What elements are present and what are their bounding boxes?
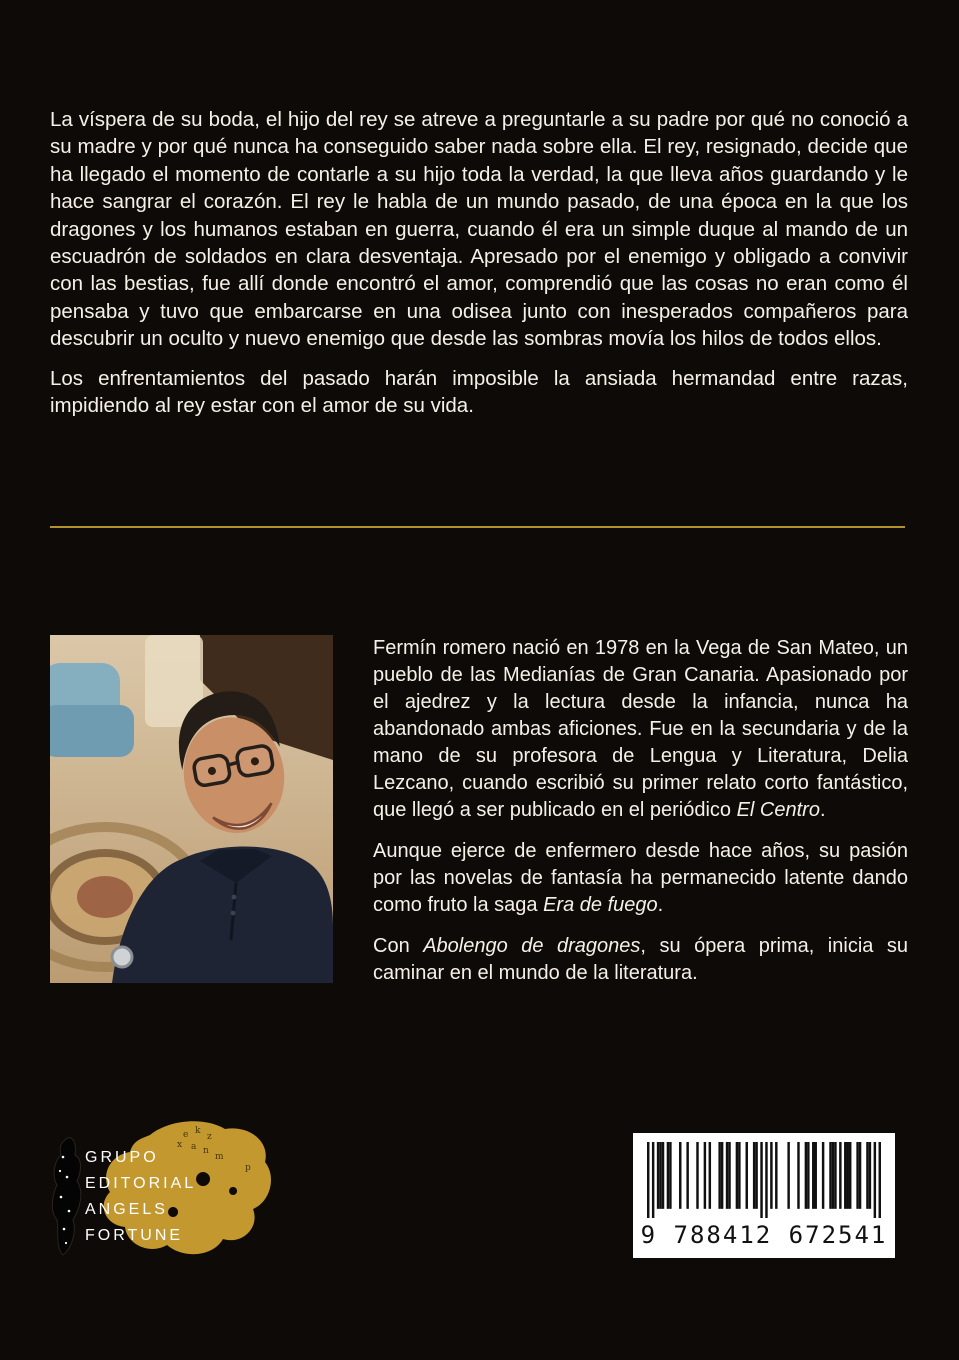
publisher-name-line: FORTUNE [85,1227,184,1244]
isbn-barcode [633,1133,895,1258]
bio-text: , su ópera prima, inicia su caminar en el mundo de la literatura. [373,935,909,984]
scatter-letter: z [207,1132,212,1142]
bio-italic-title: El Centro [736,799,820,821]
gold-divider [50,526,905,528]
scatter-letter: p [245,1163,251,1173]
author-bio [373,635,908,1001]
bio-italic-title: Abolengo de dragones [423,935,641,957]
author-bio-paragraph [373,838,908,919]
bio-italic-title: Era de fuego [543,894,658,916]
publisher-name-line: EDITORIAL [85,1175,197,1192]
publisher-name-line: GRUPO [85,1149,159,1166]
island-silhouette [52,1138,80,1255]
author-photo-illustration [50,635,333,983]
synopsis-paragraph-2: Los enfrentamientos del pasado harán imposible la ansiada hermandad entre razas, impidiendo al rey estar con el amor de su vida. [50,366,908,418]
publisher-name-line: ANGELS [85,1201,168,1218]
isbn-number: 9 788412 672541 [640,1221,888,1249]
bio-text: . [657,894,664,916]
scatter-letter: e [183,1130,189,1140]
scatter-letter: x [177,1140,183,1150]
scatter-letter: k [195,1126,201,1136]
author-bio-paragraph [373,635,908,824]
scatter-letter: m [215,1152,224,1162]
synopsis-paragraph-1: La víspera de su boda, el hijo del rey se atreve a preguntarle a su padre por qué no conoció a su madre y por qué nunca ha conseguido saber nada sobre ella. El rey, resignado, decide que ha llegado el momento de contarle a su hijo toda la verdad, la que lleva años guardando y le hace sangrar el corazón. El rey le habla de un mundo pasado, de una época en la que los dragones y los humanos estaban en guerra, cuando él era un simple duque al mando de un escuadrón de soldados en clara desventaja. Apresado por el enemigo y obligado a convivir con las bestias, fue allí donde encontró el amor, comprendió que las cosas no eran como él pensaba y tuvo que embarcarse en una odisea junto con inesperados compañeros para descubrir un oculto y nuevo enemigo que desde las sombras movía los hilos de todos ellos. [50,108,908,351]
bio-text: Aunque ejerce de enfermero desde hace años, su pasión por las novelas de fantasía ha permanecido latente dando como fruto la saga [373,840,908,916]
author-bio-paragraph [373,933,908,987]
publisher-name [85,1145,196,1249]
author-section [50,635,908,1001]
author-photo [50,635,333,983]
barcode-bars [647,1142,881,1218]
bio-text: Con [373,935,424,957]
bio-text: Fermín romero nació en 1978 en la Vega de San Mateo, un pueblo de las Medianías de Gran Canaria. Apasionado por el ajedrez y la lectura desde la infancia, nunca ha abandonado ambas aficiones. Fue en la secundaria y de la mano de su profesora de Lengua y Literatura, Delia Lezcano, cuando escribió su primer relato corto fantástico, que llegó a ser publicado en el periódico [373,637,908,821]
synopsis [50,106,908,431]
bio-text: . [819,799,826,821]
scatter-letter: a [191,1142,197,1152]
publisher-logo [45,1115,285,1275]
scatter-letter: n [203,1146,209,1156]
